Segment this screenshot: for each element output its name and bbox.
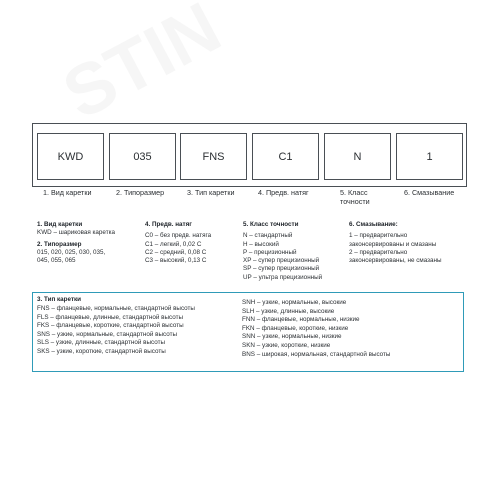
legend-line: XP – супер прецизионный <box>243 257 320 265</box>
legend-line: UP – ультра прецизионный <box>243 273 323 281</box>
code-label: 3. Тип каретки <box>187 188 235 197</box>
legend-line: KWD – шариковая каретка <box>37 229 115 237</box>
legend-line: P – прецизионный <box>243 248 297 256</box>
code-box-carriage <box>180 133 247 180</box>
code-label: 1. Вид каретки <box>43 188 92 197</box>
legend-col-preload <box>145 221 211 265</box>
legend-line: C0 – без предв. натяга <box>145 232 212 240</box>
code-box-accuracy <box>324 133 391 180</box>
code-box-preload <box>252 133 319 180</box>
code-box-size <box>109 133 176 180</box>
legend-line: H – высокий <box>243 240 279 248</box>
legend-line: 1 – предварительно <box>349 232 408 240</box>
code-value: N <box>353 150 362 163</box>
legend-line: 045, 055, 065 <box>37 257 76 265</box>
legend-col-lubrication <box>349 221 442 265</box>
carriage-type-line: SNN – узкие, нормальные, низкие <box>242 333 342 341</box>
carriage-type-line: SKS – узкие, короткие, стандартной высоты <box>37 347 166 355</box>
code-box-lubrication <box>396 133 463 180</box>
carriage-type-line: FNN – фланцевые, нормальные, низкие <box>242 316 360 324</box>
carriage-type-line: SKN – узкие, короткие, низкие <box>242 341 331 349</box>
legend-line: 2 – предварительно <box>349 248 408 256</box>
code-label: 4. Предв. натяг <box>258 188 309 197</box>
legend-col-type-size <box>37 221 115 265</box>
legend-heading: 6. Смазывание: <box>349 221 398 228</box>
code-label: 2. Типоразмер <box>116 188 165 197</box>
watermark <box>50 0 233 136</box>
carriage-type-line: SNS – узкие, нормальные, стандартной высоты <box>37 330 178 338</box>
code-label: 6. Смазывание <box>404 188 455 197</box>
carriage-types-title: 3. Тип каретки <box>37 296 82 303</box>
legend-line: N – стандартный <box>243 232 293 240</box>
legend-line: 015, 020, 025, 030, 035, <box>37 248 106 256</box>
code-value: 035 <box>133 150 152 163</box>
code-value: 1 <box>426 150 433 163</box>
carriage-type-line: FKS – фланцевые, короткие, стандартной высоты <box>37 322 184 330</box>
legend-heading: 1. Вид каретки <box>37 221 83 228</box>
code-value: FNS <box>202 150 225 163</box>
carriage-type-line: FNS – фланцевые, нормальные, стандартной высоты <box>37 305 195 312</box>
carriage-type-line: SNH – узкие, нормальные, высокие <box>242 299 347 306</box>
legend-line: SP – супер прецизионный <box>243 265 320 273</box>
legend-heading: 2. Типоразмер <box>37 240 82 248</box>
code-label: 5. Класс точности <box>340 188 370 206</box>
carriage-type-line: FKN – фланцевые, короткие, низкие <box>242 324 349 332</box>
legend-heading: 5. Класс точности <box>243 221 299 228</box>
code-box-type <box>37 133 104 180</box>
carriage-type-line: SLS – узкие, длинные, стандартной высоты <box>37 339 166 347</box>
legend-line: законсервированы и смазаны <box>349 240 437 248</box>
legend-heading: 4. Предв. натяг <box>145 221 192 228</box>
carriage-type-line: BNS – широкая, нормальная, стандартной высоты <box>242 350 391 358</box>
carriage-types-left <box>37 305 195 357</box>
legend-line: C3 – высокий, 0,13 C <box>145 257 207 265</box>
legend-line: C1 – легкий, 0,02 C <box>145 240 202 248</box>
legend-col-accuracy <box>243 221 322 282</box>
carriage-types-right <box>242 299 390 359</box>
carriage-type-line: SLH – узкие, длинные, высокие <box>242 307 335 315</box>
code-value: KWD <box>57 150 84 163</box>
legend-line: законсервированы, не смазаны <box>349 257 442 265</box>
carriage-type-line: FLS – фланцевые, длинные, стандартной высоты <box>37 313 183 321</box>
code-value: C1 <box>278 150 293 163</box>
legend-line: C2 – средний, 0,08 C <box>145 248 207 256</box>
